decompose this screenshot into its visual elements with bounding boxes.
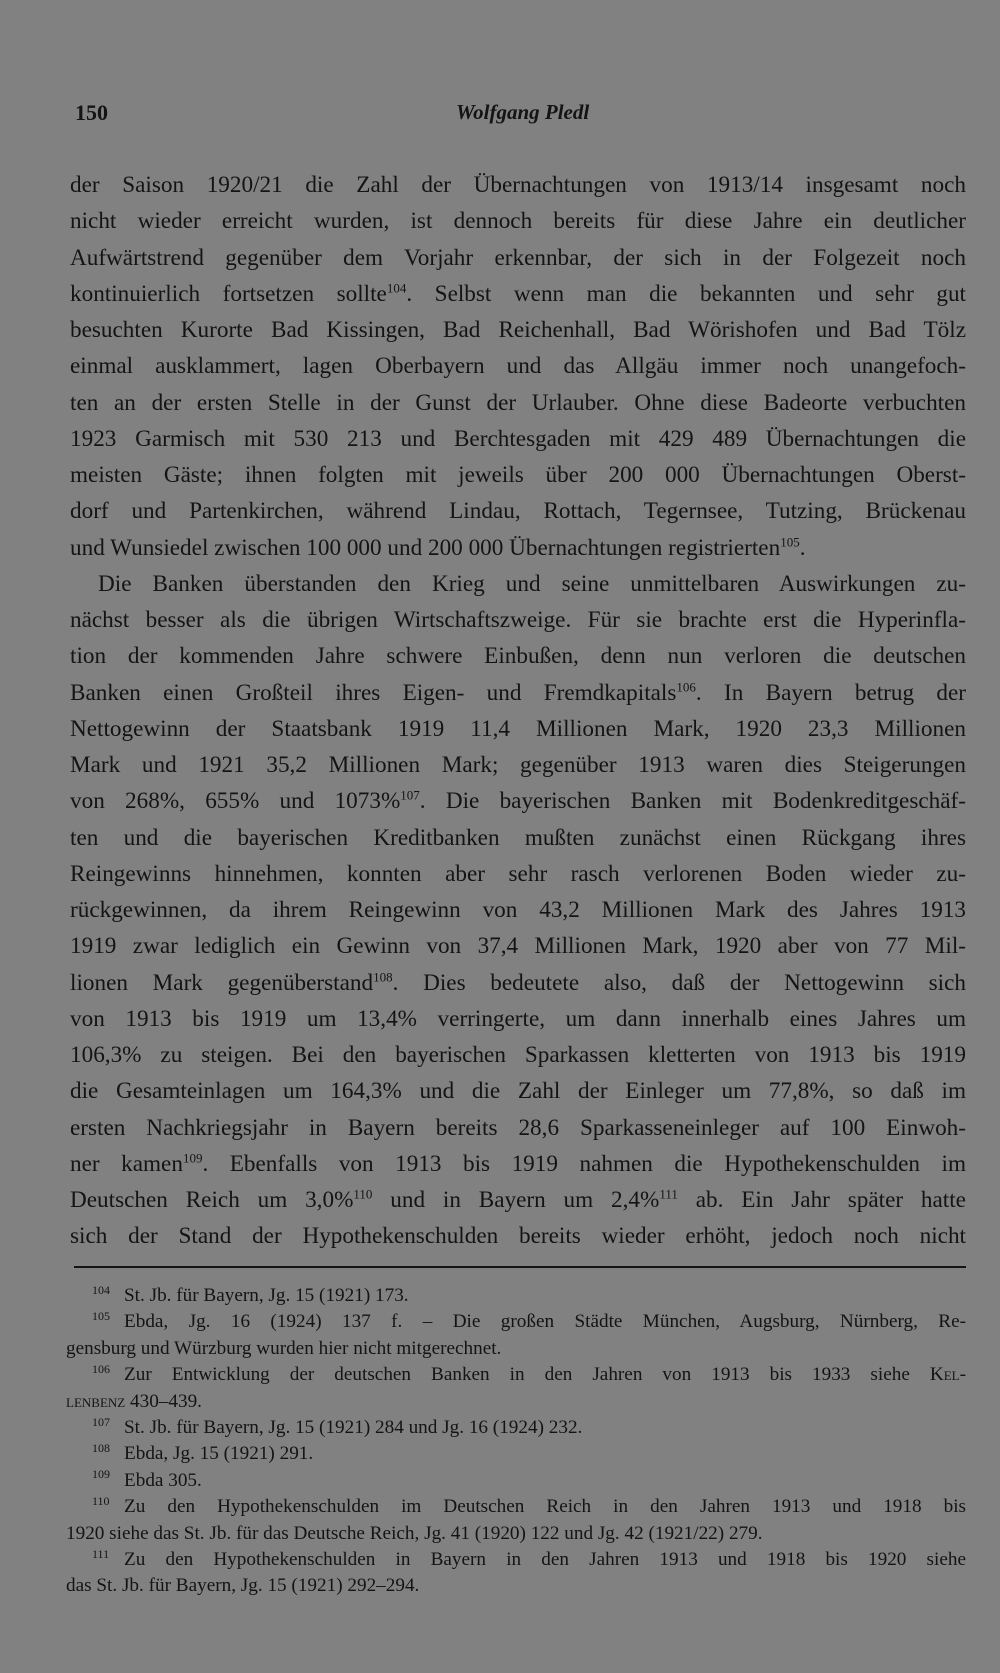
text-segment: Die Banken überstanden den Krieg und seine unmittelbaren Auswirkungen zu- — [98, 570, 966, 597]
text-segment: lionen Mark gegenüberstand — [70, 969, 374, 996]
body-line — [70, 566, 966, 602]
body-line — [70, 493, 966, 529]
text-segment: . — [799, 534, 806, 561]
footnote-reference: 104 — [386, 280, 407, 296]
text-segment: 1923 Garmisch mit 530 213 und Berchtesgaden mit 429 489 Übernachtungen die — [70, 425, 966, 452]
text-segment: 106,3% zu steigen. Bei den bayerischen Sparkassen kletterten von 1913 bis 1919 — [70, 1042, 966, 1068]
footnote-reference: 111 — [659, 1186, 678, 1202]
footnote-continuation — [66, 1389, 966, 1415]
text-segment: . Ebenfalls von 1913 bis 1919 nahmen die Hypothekenschulden im — [202, 1150, 966, 1177]
body-line — [70, 276, 966, 312]
text-segment: Zur Entwicklung der deutschen Banken in den Jahren von 1913 bis 1933 siehe — [124, 1364, 930, 1386]
author-citation: Kel- — [929, 1364, 966, 1386]
text-segment: ersten Nachkriegsjahr in Bayern bereits 28,6 Sparkasseneinleger auf 100 Einwoh- — [70, 1114, 966, 1141]
text-segment: von 268%, 655% und 1073% — [70, 788, 401, 815]
text-segment: Zu den Hypothekenschulden im Deutschen Reich in den Jahren 1913 und 1918 bis — [124, 1496, 966, 1518]
footnote-entry: 105 Ebda, Jg. 16 (1924) 137 f. – Die großen Städte München, Augsburg, Nürnberg, Re- — [92, 1309, 966, 1333]
footnote-divider — [74, 1266, 966, 1268]
text-segment: der Saison 1920/21 die Zahl der Übernachtungen von 1913/14 insgesamt noch — [70, 172, 966, 198]
text-segment: Zu den Hypothekenschulden in Bayern in den Jahren 1913 und 1918 bis 1920 siehe — [124, 1548, 966, 1570]
body-line — [70, 1146, 966, 1182]
footnote-reference: 107 — [400, 787, 420, 803]
footnote-continuation — [66, 1336, 966, 1362]
text-segment: St. Jb. für Bayern, Jg. 15 (1921) 284 und Jg. 16 (1924) 232. — [124, 1416, 583, 1438]
text-segment: . Die bayerischen Banken mit Bodenkreditgeschäf- — [419, 788, 966, 815]
body-line — [70, 856, 966, 892]
body-line — [70, 675, 966, 711]
text-segment: tion der kommenden Jahre schwere Einbußen, denn nun verloren die deutschen — [70, 643, 966, 670]
text-segment: Ebda, Jg. 16 (1924) 137 f. – Die großen Städte München, Augsburg, Nürnberg, Re- — [124, 1311, 966, 1333]
body-line — [70, 421, 966, 457]
text-segment: und in Bayern um 2,4% — [372, 1187, 660, 1213]
text-segment: ner kamen — [70, 1150, 183, 1177]
body-line — [70, 711, 966, 747]
footnote-entry: 109 Ebda 305. — [92, 1467, 202, 1491]
footnote-entry: 107 St. Jb. für Bayern, Jg. 15 (1921) 284 und Jg. 16 (1924) 232. — [92, 1414, 583, 1438]
text-segment: und Wunsiedel zwischen 100 000 und 200 000 Übernachtungen registrierten — [70, 534, 781, 561]
footnote-reference: 108 — [373, 968, 393, 984]
footnote-reference: 106 — [676, 678, 696, 694]
body-line — [70, 928, 966, 964]
body-line — [70, 1073, 966, 1109]
text-segment: sich der Stand der Hypothekenschulden bereits wieder erhöht, jedoch noch nicht — [70, 1223, 966, 1250]
text-segment: Ebda, Jg. 15 (1921) 291. — [124, 1443, 314, 1465]
text-segment: Banken einen Großteil ihres Eigen- und Fremdkapitals — [70, 679, 677, 706]
text-segment: Aufwärtstrend gegenüber dem Vorjahr erkennbar, der sich in der Folgezeit noch — [70, 244, 966, 271]
body-line — [70, 203, 966, 239]
text-segment: Mark und 1921 35,2 Millionen Mark; gegenüber 1913 waren dies Steigerungen — [70, 752, 966, 778]
text-segment: gensburg und Würzburg wurden hier nicht mitgerechnet. — [66, 1337, 502, 1359]
body-line — [70, 892, 966, 928]
body-line — [70, 965, 966, 1001]
text-segment: meisten Gäste; ihnen folgten mit jeweils über 200 000 Übernachtungen Oberst- — [70, 462, 966, 488]
text-segment: nicht wieder erreicht wurden, ist dennoch bereits für diese Jahre ein deutlicher — [70, 208, 966, 235]
text-segment: das St. Jb. für Bayern, Jg. 15 (1921) 292–294. — [66, 1575, 420, 1597]
body-line — [70, 1182, 966, 1218]
text-segment: Ebda 305. — [124, 1469, 202, 1491]
text-segment: einmal ausklammert, lagen Oberbayern und das Allgäu immer noch unangefoch- — [70, 353, 966, 380]
text-segment: 430–439. — [125, 1390, 202, 1412]
text-segment: ten und die bayerischen Kreditbanken mußten zunächst einen Rückgang ihres — [70, 824, 966, 851]
body-line — [70, 638, 966, 674]
footnote-entry: 104 St. Jb. für Bayern, Jg. 15 (1921) 173. — [92, 1282, 409, 1306]
text-segment: Nettogewinn der Staatsbank 1919 11,4 Millionen Mark, 1920 23,3 Millionen — [70, 715, 966, 742]
text-segment: . Selbst wenn man die bekannten und sehr gut — [406, 280, 966, 307]
text-segment: ten an der ersten Stelle in der Gunst der Urlauber. Ohne diese Badeorte verbuchten — [70, 389, 966, 416]
body-line — [70, 1218, 966, 1254]
text-segment: Deutschen Reich um 3,0% — [70, 1187, 354, 1213]
text-segment: rückgewinnen, da ihrem Reingewinn von 43,2 Millionen Mark des Jahres 1913 — [70, 897, 966, 923]
text-segment: ab. Ein Jahr später hatte — [677, 1187, 966, 1213]
page-number: 150 — [75, 100, 108, 125]
body-line — [70, 747, 966, 783]
text-segment: 1919 zwar lediglich ein Gewinn von 37,4 Millionen Mark, 1920 aber von 77 Mil- — [70, 933, 966, 960]
footnote-reference: 110 — [353, 1186, 373, 1202]
footnote-reference: 105 — [780, 533, 800, 549]
body-line — [70, 602, 966, 638]
author-citation: lenbenz — [66, 1390, 126, 1412]
footnote-continuation — [66, 1521, 966, 1547]
body-line — [70, 385, 966, 421]
body-line — [70, 348, 966, 384]
text-segment: die Gesamteinlagen um 164,3% und die Zahl der Einleger um 77,8%, so daß im — [70, 1078, 966, 1105]
body-line — [70, 1037, 966, 1073]
text-segment: nächst besser als die übrigen Wirtschaftszweige. Für sie brachte erst die Hyperinfla- — [70, 607, 966, 633]
text-segment: kontinuierlich fortsetzen sollte — [70, 280, 387, 307]
text-segment: . Dies bedeutete also, daß der Nettogewinn sich — [392, 969, 966, 996]
body-line — [70, 820, 966, 856]
footnote-entry: 106 Zur Entwicklung der deutschen Banken in den Jahren von 1913 bis 1933 siehe Kel- — [92, 1361, 966, 1386]
footnote-entry: 111 Zu den Hypothekenschulden in Bayern in den Jahren 1913 und 1918 bis 1920 siehe — [92, 1546, 966, 1570]
text-segment: besuchten Kurorte Bad Kissingen, Bad Reichenhall, Bad Wörishofen und Bad Tölz — [70, 317, 966, 343]
body-line — [70, 240, 966, 276]
body-line — [70, 1110, 966, 1146]
body-line — [70, 457, 966, 493]
body-line — [70, 312, 966, 348]
footnote-reference: 109 — [182, 1150, 203, 1166]
text-segment: . In Bayern betrug der — [695, 679, 966, 706]
text-segment: St. Jb. für Bayern, Jg. 15 (1921) 173. — [124, 1285, 409, 1306]
text-segment: dorf und Partenkirchen, während Lindau, Rottach, Tegernsee, Tutzing, Brückenau — [70, 498, 966, 525]
footnote-entry: 110 Zu den Hypothekenschulden im Deutschen Reich in den Jahren 1913 und 1918 bis — [92, 1493, 966, 1518]
body-line — [70, 530, 966, 566]
body-text — [70, 167, 966, 1255]
running-head-author: Wolfgang Pledl — [456, 100, 590, 124]
footnote-continuation — [66, 1573, 966, 1599]
text-segment: von 1913 bis 1919 um 13,4% verringerte, um dann innerhalb eines Jahres um — [70, 1005, 966, 1032]
body-line — [70, 1001, 966, 1037]
footnotes — [66, 1283, 966, 1600]
footnote-entry: 108 Ebda, Jg. 15 (1921) 291. — [92, 1440, 314, 1465]
body-line — [70, 783, 966, 819]
text-segment: 1920 siehe das St. Jb. für das Deutsche Reich, Jg. 41 (1920) 122 und Jg. 42 (1921/22) 279. — [66, 1522, 763, 1544]
body-line — [70, 167, 966, 203]
text-segment: Reingewinns hinnehmen, konnten aber sehr rasch verlorenen Boden wieder zu- — [70, 860, 966, 887]
